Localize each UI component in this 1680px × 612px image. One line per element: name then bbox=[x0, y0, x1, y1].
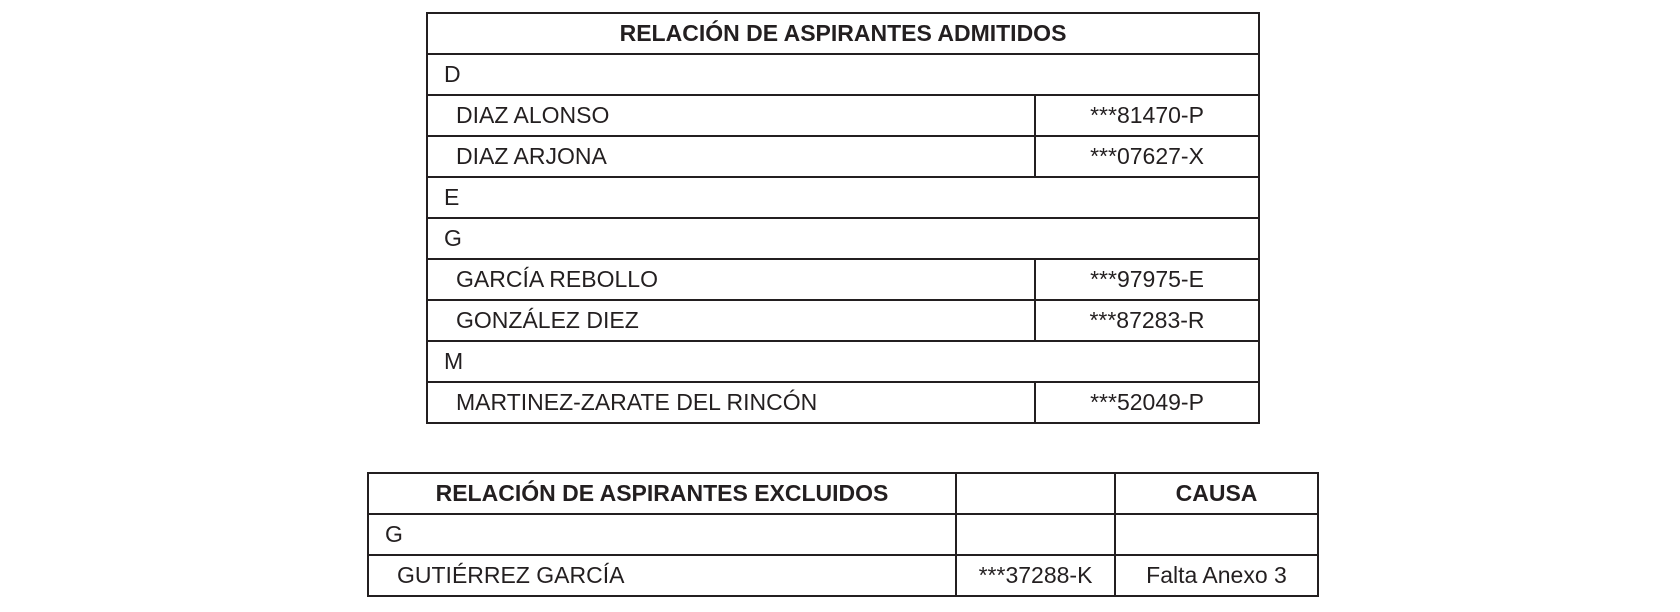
letter-row bbox=[427, 341, 1259, 382]
admitted-applicants-table bbox=[426, 12, 1260, 424]
exclusion-cause: Falta Anexo 3 bbox=[1115, 555, 1318, 596]
table-row bbox=[368, 555, 1318, 596]
applicant-name: DIAZ ARJONA bbox=[427, 136, 1035, 177]
table-header-row bbox=[427, 13, 1259, 54]
applicant-dni: ***37288-K bbox=[956, 555, 1115, 596]
applicant-dni: ***87283-R bbox=[1035, 300, 1259, 341]
table-row bbox=[427, 382, 1259, 423]
letter-row bbox=[427, 218, 1259, 259]
table-row bbox=[427, 300, 1259, 341]
admitted-title: RELACIÓN DE ASPIRANTES ADMITIDOS bbox=[427, 13, 1259, 54]
letter-row bbox=[427, 177, 1259, 218]
letter-heading-m: M bbox=[427, 341, 1259, 382]
dni-header-empty bbox=[956, 473, 1115, 514]
table-row bbox=[427, 259, 1259, 300]
letter-row bbox=[368, 514, 1318, 555]
letter-heading-e: E bbox=[427, 177, 1259, 218]
table-header-row bbox=[368, 473, 1318, 514]
applicant-name: GONZÁLEZ DIEZ bbox=[427, 300, 1035, 341]
table-row bbox=[427, 136, 1259, 177]
applicant-name: DIAZ ALONSO bbox=[427, 95, 1035, 136]
excluded-applicants-table bbox=[367, 472, 1319, 597]
letter-heading-d: D bbox=[427, 54, 1259, 95]
letter-heading-g: G bbox=[427, 218, 1259, 259]
table-row bbox=[427, 95, 1259, 136]
applicant-dni: ***07627-X bbox=[1035, 136, 1259, 177]
applicant-name: GUTIÉRREZ GARCÍA bbox=[368, 555, 956, 596]
applicant-dni: ***81470-P bbox=[1035, 95, 1259, 136]
applicant-dni: ***52049-P bbox=[1035, 382, 1259, 423]
letter-heading-g: G bbox=[368, 514, 956, 555]
empty-cell bbox=[956, 514, 1115, 555]
empty-cell bbox=[1115, 514, 1318, 555]
letter-row bbox=[427, 54, 1259, 95]
cause-header: CAUSA bbox=[1115, 473, 1318, 514]
applicant-dni: ***97975-E bbox=[1035, 259, 1259, 300]
excluded-title: RELACIÓN DE ASPIRANTES EXCLUIDOS bbox=[368, 473, 956, 514]
applicant-name: MARTINEZ-ZARATE DEL RINCÓN bbox=[427, 382, 1035, 423]
applicant-name: GARCÍA REBOLLO bbox=[427, 259, 1035, 300]
